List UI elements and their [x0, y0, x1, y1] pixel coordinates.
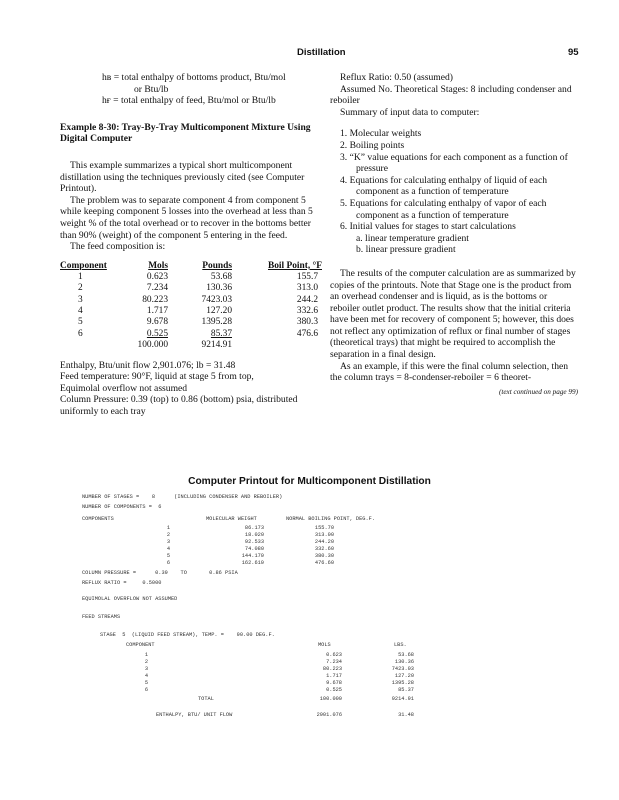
table-cell: 476.6: [296, 328, 318, 339]
printout-value: 332.60: [314, 546, 334, 552]
printout-value: 9.678: [326, 680, 342, 686]
printout-value: 155.70: [314, 525, 334, 531]
enthalpy-line: Enthalpy, Btu/unit flow 2,901.076; lb = 31.48: [60, 359, 236, 371]
table-cell: 1395.28: [201, 317, 232, 328]
printout-value: 1395.28: [391, 680, 414, 686]
printout-value: 6: [166, 560, 170, 566]
pressure-line: Column Pressure: 0.39 (top) to 0.86 (bottom) psia, distributed uniformly to each tray: [60, 394, 298, 417]
printout-value: 5: [166, 553, 170, 559]
table-cell: 80.223: [142, 294, 168, 305]
table-cell: 53.68: [210, 271, 232, 282]
list-item: 2. Boiling points: [340, 139, 405, 151]
printout-value: 130.36: [394, 659, 414, 665]
summary-line: Summary of input data to computer:: [340, 106, 480, 118]
printout-enthalpy-mols: 2901.076: [316, 712, 342, 718]
example-title: Example 8-30: Tray-By-Tray Multicomponent Mixture Using Digital Computer: [60, 121, 311, 145]
table-cell: 380.3: [296, 317, 318, 328]
printout-value: 162.610: [241, 560, 264, 566]
definition-hf: hғ = total enthalpy of feed, Btu/mol or Btu/lb: [102, 95, 276, 107]
printout-value: 4: [144, 673, 148, 679]
printout-component-numbers: [150, 525, 170, 567]
printout-value: 2: [144, 659, 148, 665]
paragraph-feed-intro: The feed composition is:: [70, 241, 166, 253]
printout-stages: NUMBER OF STAGES = 8 (INCLUDING CONDENSER AND REBOILER): [82, 494, 283, 500]
table-cell: 0.623: [146, 271, 168, 282]
paragraph-summary: This example summarizes a typical short multicomponent distillation using the techniques previously cited (see Computer Printout).: [60, 159, 305, 195]
printout-value: 313.00: [314, 532, 334, 538]
table-cell: 5: [78, 317, 83, 328]
printout-value: 1.717: [326, 673, 342, 679]
column-header: Component: [60, 260, 107, 271]
printout-enthalpy-label: ENTHALPY, BTU/ UNIT FLOW: [156, 712, 233, 718]
printout-value: 92.533: [244, 539, 264, 545]
reflux-line: Reflux Ratio: 0.50 (assumed): [340, 72, 453, 83]
printout-value: 74.080: [244, 546, 264, 552]
printout-pressure: COLUMN PRESSURE = 0.39 TO 0.86 PSIA: [82, 570, 238, 576]
printout-enthalpy-lbs: 31.48: [398, 712, 414, 718]
printout-value: 7.234: [326, 659, 342, 665]
printout-value: 244.20: [314, 539, 334, 545]
sublist-item: a. linear temperature gradient: [356, 232, 469, 244]
table-cell: 85.37: [210, 328, 232, 339]
printout-total-mols: 100.000: [319, 696, 342, 702]
printout-molecular-weight-header: MOLECULAR WEIGHT: [206, 516, 257, 522]
table-cell: 6: [78, 328, 83, 339]
printout-value: 18.020: [244, 532, 264, 538]
table-cell: 332.6: [296, 305, 318, 316]
table-cell: 155.7: [296, 271, 318, 282]
printout-value: 80.223: [322, 666, 342, 672]
table-cell: 4: [78, 305, 83, 316]
equimolal-line: Equimolal overflow not assumed: [60, 382, 188, 394]
printout-value: 6: [144, 687, 148, 693]
printout-boiling-points: [300, 525, 334, 567]
table-cell: 1.717: [146, 305, 168, 316]
printout-value: 1: [144, 652, 148, 658]
printout-value: 5: [144, 680, 148, 686]
table-cell: 2: [78, 283, 83, 294]
printout-value: 0.525: [326, 687, 342, 693]
total-pounds: 9214.91: [201, 340, 232, 351]
table-cell: 244.2: [296, 294, 318, 305]
list-item: 1. Molecular weights: [340, 128, 422, 140]
total-mols: 100.000: [137, 340, 168, 351]
table-cell: 7423.03: [201, 294, 232, 305]
printout-value: 144.170: [241, 553, 264, 559]
column-header: Mols: [148, 260, 168, 271]
table-cell: 127.20: [206, 305, 232, 316]
printout-value: 85.37: [398, 687, 414, 693]
printout-boiling-point-header: NORMAL BOILING POINT, DEG.F.: [286, 516, 376, 522]
printout-value: 1: [166, 525, 170, 531]
printout-feed-component-numbers: [134, 652, 148, 694]
table-cell: 1: [78, 271, 83, 282]
printout-value: 86.173: [244, 525, 264, 531]
table-cell: 3: [78, 294, 83, 305]
printout-value: 4: [166, 546, 170, 552]
list-item: 4. Equations for calculating enthalpy of liquid of each component as a function of temperature: [340, 174, 548, 198]
printout-value: 0.623: [326, 652, 342, 658]
printout-feed-mols: [300, 652, 342, 694]
column-header: Boil Point, °F: [267, 260, 322, 271]
printout-component-header: COMPONENT: [126, 642, 155, 648]
table-cell: 9.678: [146, 317, 168, 328]
sublist-item: b. linear pressure gradient: [356, 244, 456, 256]
printout-value: 53.68: [398, 652, 414, 658]
printout-mols-header: MOLS: [318, 642, 331, 648]
table-cell: 130.36: [206, 283, 232, 294]
table-cell: 7.234: [146, 283, 168, 294]
printout-reflux: REFLUX RATIO = 0.5000: [82, 580, 162, 586]
list-item: 5. Equations for calculating enthalpy of vapor of each component as a function of temperature: [340, 197, 547, 221]
printout-value: 7423.03: [391, 666, 414, 672]
printout-components-count: NUMBER OF COMPONENTS = 6: [82, 504, 162, 510]
printout-components-header: COMPONENTS: [82, 516, 114, 522]
printout-lbs-header: LBS.: [394, 642, 407, 648]
printout-feed-streams: FEED STREAMS: [82, 614, 121, 620]
printout-value: 380.30: [314, 553, 334, 559]
printout-value: 3: [166, 539, 170, 545]
continued-note: (text continued on page 99): [498, 387, 578, 396]
printout-total-lbs: 9214.91: [391, 696, 414, 702]
printout-title: Computer Printout for Multicomponent Distillation: [188, 476, 431, 487]
paragraph-problem: The problem was to separate component 4 from component 5 while keeping component 5 losses into the overhead at less than 5 weight % of the total overhead or to recover in the bottoms better than 90% (weight) of the component 5 entering in the feed.: [60, 194, 313, 241]
running-header-section: Distillation: [297, 47, 346, 58]
feed-temperature-line: Feed temperature: 90°F, liquid at stage 5 from top,: [60, 371, 254, 383]
list-item: 6. Initial values for stages to start calculations: [340, 221, 516, 233]
printout-value: 476.60: [314, 560, 334, 566]
printout-value: 2: [166, 532, 170, 538]
column-header: Pounds: [202, 260, 232, 271]
printout-value: 3: [144, 666, 148, 672]
definition-hb-cont: or Btu/lb: [134, 83, 169, 95]
definition-hb: hʙ = total enthalpy of bottoms product, Btu/mol: [102, 72, 286, 83]
table-cell: 313.0: [296, 283, 318, 294]
printout-value: 127.20: [394, 673, 414, 679]
printout-equimolal: EQUIMOLAL OVERFLOW NOT ASSUMED: [82, 596, 178, 602]
stages-line: Assumed No. Theoretical Stages: 8 including condenser and reboiler: [330, 83, 572, 107]
page-number: 95: [568, 47, 579, 58]
printout-feed-lbs: [370, 652, 414, 694]
list-item: 3. “K” value equations for each component as a function of pressure: [340, 151, 568, 175]
printout-total-label: TOTAL: [198, 696, 214, 702]
printout-stage5: STAGE 5 (LIQUID FEED STREAM), TEMP. = 90.00 DEG.F.: [100, 632, 275, 638]
table-cell: 0.525: [146, 328, 168, 339]
paragraph-example: As an example, if this were the final column selection, then the column trays = 8-condenser-reboiler = 6 theoret-: [330, 360, 569, 384]
paragraph-results: The results of the computer calculation are as summarized by copies of the printouts. Note that Stage one is the product from an overhead condenser and is liquid, as is the bottoms or reboiler outlet product. The results show that the initial criteria have been met for recovery of component 5; however, this does not reflect any optimization of reflux or final number of stages (theoretical trays) that might be required to accomplish the separation in a final design.: [330, 267, 576, 361]
printout-molecular-weights: [228, 525, 264, 567]
